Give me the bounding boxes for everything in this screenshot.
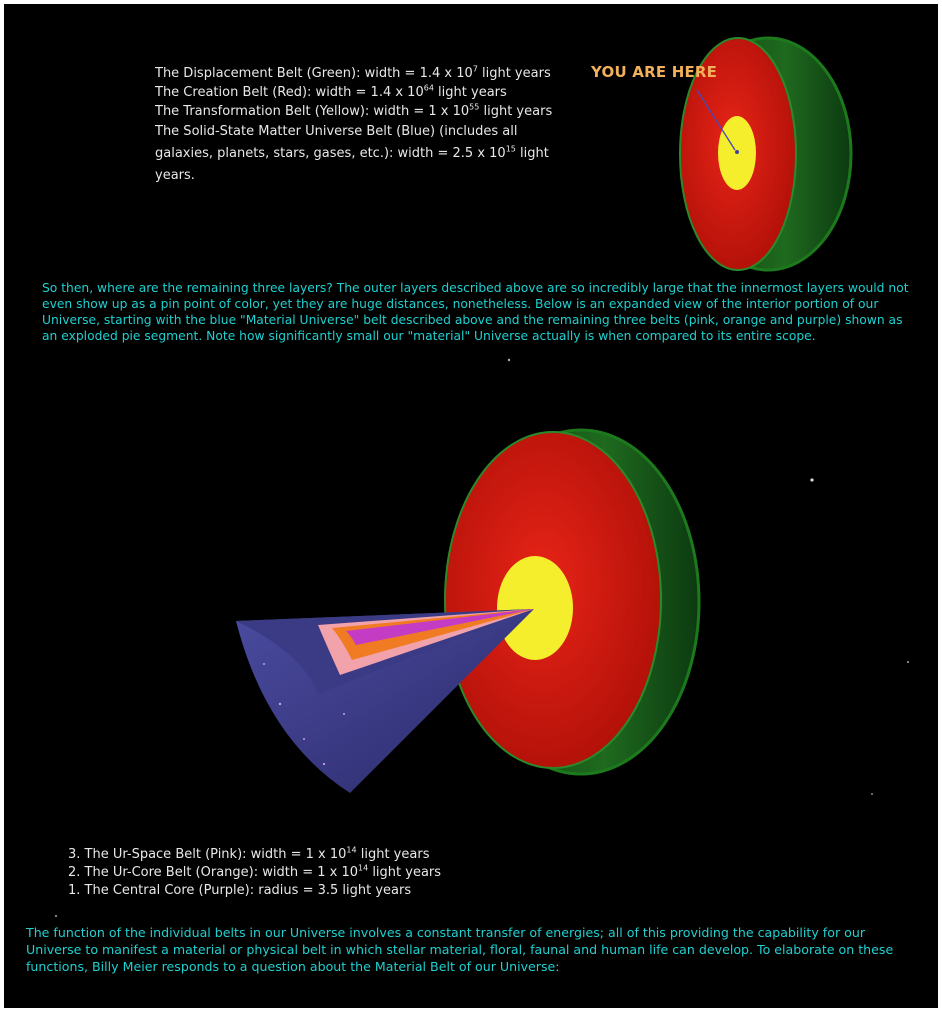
- belt-solid-state: The Solid-State Matter Universe Belt (Blue) (includes all galaxies, planets, stars, gases, etc.): width = 2.5 x $10^{15}$ light years.: [155, 124, 549, 183]
- segment-star: [303, 738, 305, 740]
- belt-creation: The Creation Belt (Red): width = 1.4 x $10^{64}$ light years: [155, 83, 507, 100]
- segment-star: [279, 703, 281, 705]
- diagram-canvas: [4, 4, 938, 1008]
- belt-ur-space: 3. The Ur-Space Belt (Pink): width = 1 x $10^{14}$ light years: [68, 845, 430, 862]
- star: [907, 661, 909, 663]
- segment-star: [323, 763, 325, 765]
- explanation-paragraph: So then, where are the remaining three layers? The outer layers described above are so incredibly large that the innermost layers would not even show up as a pin point of color, yet they are huge distances, nonetheless. Below is an expanded view of the interior portion of our Universe, starting with the blue "Material Universe" belt described above and the remaining three belts (pink, orange and purple) shown as an exploded pie segment. Note how significantly small our "material" Universe actually is when compared to its entire scope.: [42, 281, 909, 343]
- belt-ur-core: 2. The Ur-Core Belt (Orange): width = 1 x $10^{14}$ light years: [68, 863, 442, 880]
- you-are-here-label: YOU ARE HERE: [591, 63, 718, 81]
- yellow-belt-disc-large: [497, 556, 573, 660]
- star: [871, 793, 873, 795]
- belt-displacement: The Displacement Belt (Green): width = 1.4 x $10^7$ light years: [155, 64, 551, 81]
- segment-star: [343, 713, 345, 715]
- star: [55, 915, 57, 917]
- inner-belt-list: [68, 846, 538, 900]
- closing-paragraph: The function of the individual belts in our Universe involves a constant transfer of energies; all of this providing the capability for our Universe to manifest a material or physical belt in which stellar material, floral, faunal and human life can develop. To elaborate on these functions, Billy Meier responds to a question about the Material Belt of our Universe:: [26, 925, 894, 974]
- blue-belt-dot: [735, 150, 739, 154]
- belt-transformation: The Transformation Belt (Yellow): width = 1 x $10^{55}$ light years: [155, 102, 553, 119]
- star: [508, 359, 510, 361]
- bottom-sphere: [445, 430, 699, 774]
- segment-star: [263, 663, 265, 665]
- star: [810, 478, 813, 481]
- belt-central-core: 1. The Central Core (Purple): radius = 3.5 light years: [68, 883, 412, 898]
